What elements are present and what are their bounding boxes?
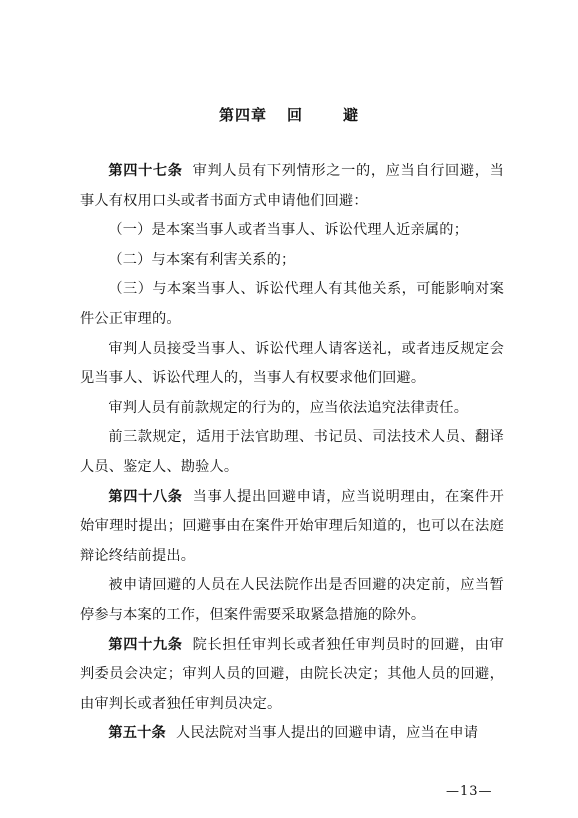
paragraph-text: 被申请回避的人员在人民法院作出是否回避的决定前，应当暂停参与本案的工作，但案件需要采取紧急措施的除外。 <box>80 577 504 623</box>
paragraph-item-1 <box>80 216 504 246</box>
paragraph-text: 院长担任审判长或者独任审判员时的回避，由审判委员会决定；审判人员的回避，由院长决定；其他人员的回避，由审判长或者独任审判员决定。 <box>80 636 504 712</box>
paragraph-article-47 <box>80 157 504 216</box>
paragraph-article-48 <box>80 483 504 572</box>
paragraph-text: （一）是本案当事人或者当事人、诉讼代理人近亲属的； <box>108 222 469 239</box>
article-heading: 第四十八条 <box>108 488 183 505</box>
paragraph-47-clause-3 <box>80 394 504 424</box>
paragraph-47-clause-2 <box>80 335 504 394</box>
chapter-name-first-char: 回 <box>286 106 303 124</box>
paragraph-item-3 <box>80 275 504 334</box>
paragraph-text: 审判人员接受当事人、诉讼代理人请客送礼，或者违反规定会见当事人、诉讼代理人的，当事人有权要求他们回避。 <box>80 340 504 387</box>
article-heading: 第五十条 <box>108 725 166 742</box>
paragraph-text: 人民法院对当事人提出的回避申请，应当在申请 <box>175 725 479 742</box>
body-text <box>80 157 504 749</box>
article-heading: 第四十七条 <box>108 163 183 179</box>
chapter-name-second-char: 避 <box>343 106 360 124</box>
chapter-title <box>0 104 578 125</box>
paragraph-article-50 <box>80 719 504 749</box>
paragraph-text: （二）与本案有利害关系的； <box>108 251 296 268</box>
paragraph-text: 前三款规定，适用于法官助理、书记员、司法技术人员、翻译人员、鉴定人、勘验人。 <box>80 429 504 475</box>
paragraph-48-clause-2 <box>80 571 504 630</box>
paragraph-text: （三）与本案当事人、诉讼代理人有其他关系，可能影响对案件公正审理的。 <box>80 281 504 327</box>
paragraph-text: 当事人提出回避申请，应当说明理由，在案件开始审理时提出；回避事由在案件开始审理后知道的，也可以在法庭辩论终结前提出。 <box>80 488 504 564</box>
chapter-label: 第四章 <box>218 106 267 124</box>
page-number: —13— <box>446 784 493 799</box>
paragraph-item-2 <box>80 246 504 276</box>
paragraph-47-clause-4 <box>80 423 504 482</box>
article-heading: 第四十九条 <box>108 636 183 653</box>
paragraph-article-49 <box>80 631 504 720</box>
paragraph-text: 审判人员有下列情形之一的，应当自行回避，当事人有权用口头或者书面方式申请他们回避： <box>80 163 504 209</box>
paragraph-text: 审判人员有前款规定的行为的，应当依法追究法律责任。 <box>108 399 469 416</box>
